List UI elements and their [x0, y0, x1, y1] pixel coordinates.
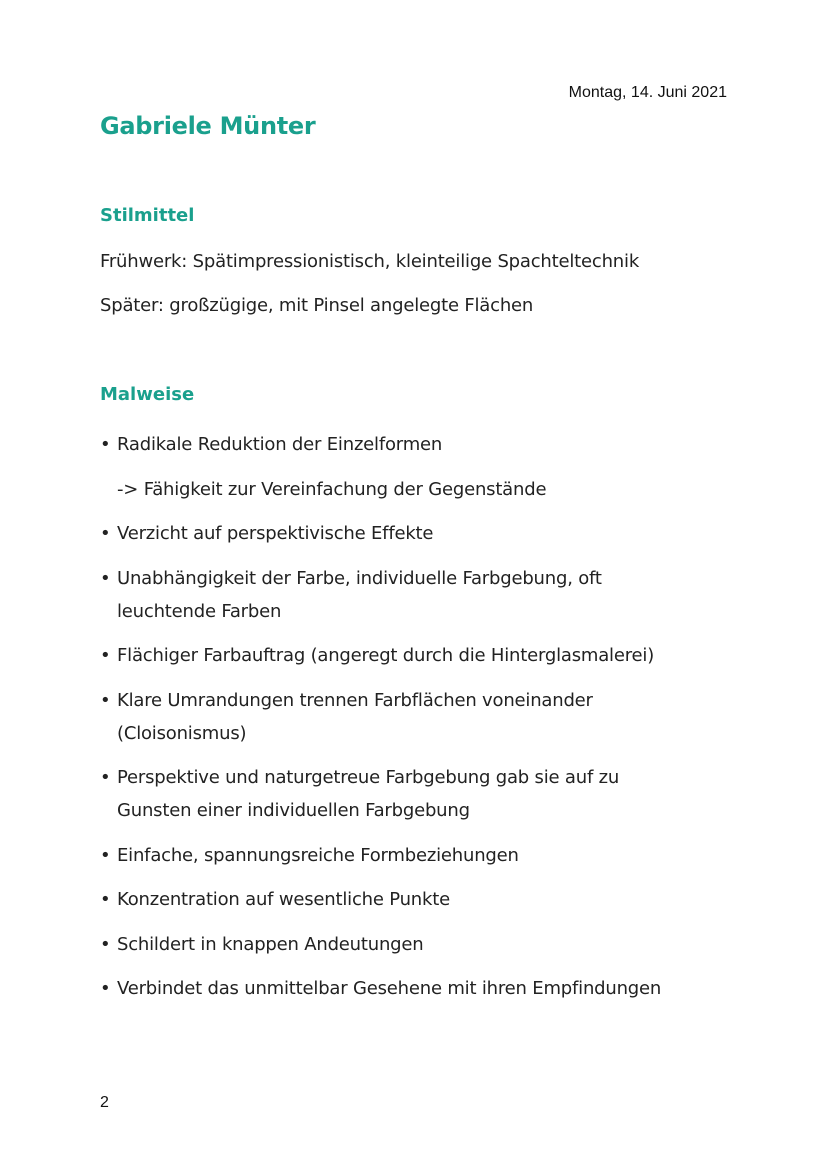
list-item: [100, 684, 740, 750]
list-item-text: Konzentration auf wesentliche Punkte: [117, 889, 450, 910]
bullet-icon: •: [100, 523, 111, 544]
bullet-icon: •: [100, 844, 111, 866]
list-item-note: [100, 473, 740, 506]
list-item-text: Verzicht auf perspektivische Effekte: [117, 523, 434, 544]
list-item-text: Einfache, spannungsreiche Formbeziehungen: [117, 844, 519, 866]
list-item: [100, 928, 740, 961]
list-item: [100, 972, 740, 1005]
document-date: Montag, 14. Juni 2021: [568, 84, 727, 101]
section-heading-malweise: Malweise: [100, 384, 195, 405]
list-item: [100, 517, 740, 550]
list-item: [100, 883, 740, 916]
page-title: Gabriele Münter: [100, 112, 316, 140]
bullet-icon: •: [100, 645, 111, 666]
section-heading-stilmittel: Stilmittel: [100, 205, 195, 226]
malweise-list: [100, 428, 740, 1017]
bullet-icon: •: [100, 567, 111, 589]
bullet-icon: •: [100, 978, 111, 999]
list-item: [100, 839, 740, 872]
list-item: [100, 761, 740, 827]
bullet-icon: •: [100, 767, 111, 788]
list-item-text: Perspektive und naturgetreue Farbgebung gab sie auf zu Gunsten einer individuellen Farbgebung: [117, 767, 620, 821]
list-item-text: Klare Umrandungen trennen Farbflächen voneinander (Cloisonismus): [117, 689, 593, 744]
list-item: [100, 428, 740, 461]
bullet-icon: •: [100, 434, 111, 455]
list-item-text: Radikale Reduktion der Einzelformen: [117, 434, 443, 455]
list-item-text: Verbindet das unmittelbar Gesehene mit ihren Empfindungen: [117, 978, 662, 999]
bullet-icon: •: [100, 889, 111, 910]
bullet-icon: •: [100, 689, 111, 711]
page-number: 2: [100, 1094, 109, 1111]
list-item-text: Schildert in knappen Andeutungen: [117, 933, 424, 955]
list-item-text: Unabhängigkeit der Farbe, individuelle Farbgebung, oft leuchtende Farben: [117, 567, 602, 622]
bullet-icon: •: [100, 933, 111, 955]
list-item-text: Flächiger Farbauftrag (angeregt durch die Hinterglasmalerei): [117, 645, 655, 666]
list-item: [100, 562, 740, 628]
paragraph-spaeter: Später: großzügige, mit Pinsel angelegte Flächen: [100, 295, 534, 316]
list-item-text: -> Fähigkeit zur Vereinfachung der Gegenstände: [117, 478, 547, 500]
list-item: [100, 639, 740, 672]
paragraph-fruehwerk: Frühwerk: Spätimpressionistisch, kleinteilige Spachteltechnik: [100, 251, 640, 272]
